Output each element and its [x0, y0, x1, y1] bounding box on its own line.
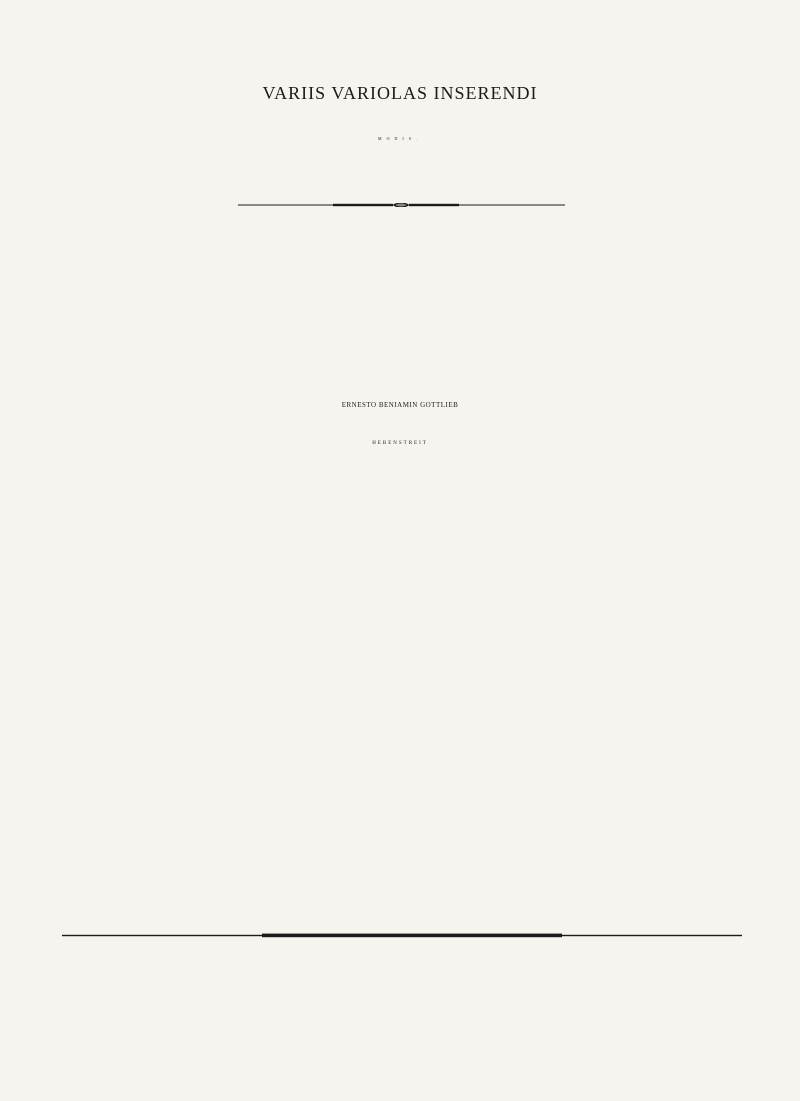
main-title: VARIIS VARIOLAS INSERENDI: [262, 83, 538, 103]
ornamental-rule-bottom: [62, 933, 742, 938]
praeses-surname: HEBENSTREIT: [372, 441, 428, 446]
ornamental-rule-top: [238, 203, 565, 207]
main-title-continuation: MODIS.: [378, 136, 422, 141]
praeses-name: ERNESTO BENIAMIN GOTTLIEB: [341, 401, 459, 409]
